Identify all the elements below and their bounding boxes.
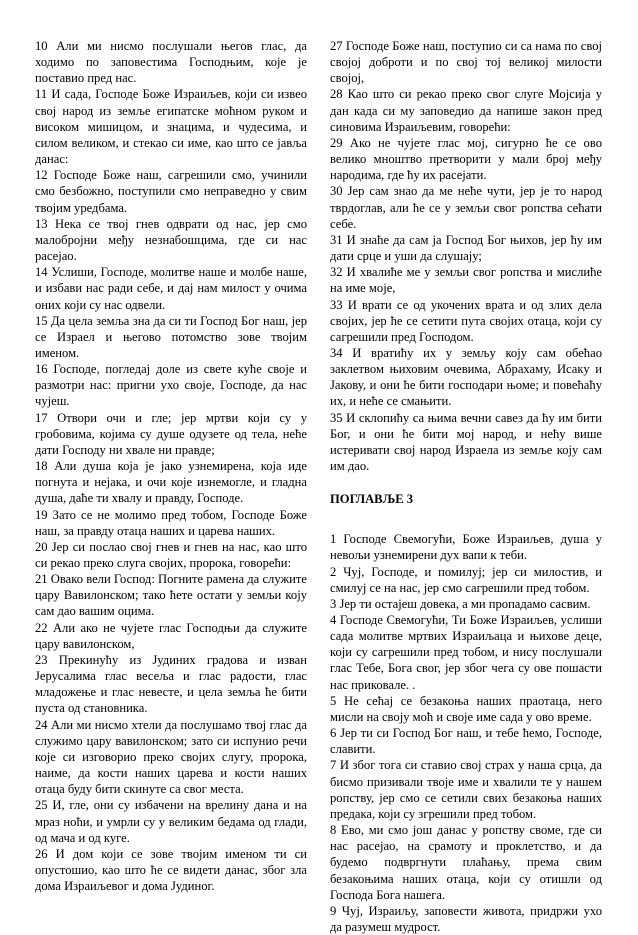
verse: 23 Прекинућу из Јудиних градова и изван Јерусалима глас весеља и глас радости, глас младожење и глас невесте, и цела земља ће бити пуста од становника. [35, 652, 307, 716]
verse: 34 И вратићу их у земљу коју сам обећао заклетвом њиховим очевима, Абрахаму, Исаку и Јакову, и они ће бити господари њоме; и повећаћу их, и неће се смањити. [330, 345, 602, 409]
verse: 3 Јер ти остајеш довека, а ми пропадамо сасвим. [330, 596, 591, 611]
verse: 26 И дом који се зове твојим именом ти си опустошио, као што ће се видети данас, због зла дома Израиљевог и дома Јудиног. [35, 846, 307, 894]
verse: 5 Не сећај се безакоња наших праотаца, него мисли на своју моћ и своје име сада у ово време. [330, 693, 602, 724]
verse: 8 Ево, ми смо још данас у ропству своме, где си нас расејао, на срамоту и проклетство, и да будемо подвргнути плаћању, према свим безакоњима наших отаца, који су отишли од Господа Бога нашега. [330, 823, 602, 902]
verse: 30 Јер сам знао да ме неће чути, јер је то народ тврдоглав, али ће се у земљи свог ропства сећати себе. [330, 184, 602, 231]
verse: 4 Господе Свемогући, Ти Боже Израиљев, услиши сада молитве мртвих Израиљаца и њихове деце, који су сагрешили пред тобом, и нису послушали глас Тебе, Бога свог, јер због чега су ове пошасти нас приковале. . [330, 613, 602, 692]
left-text-column [35, 38, 307, 894]
verse: 33 И врати се од укочених врата и од злих дела својих, јер ће се сетити пута својих отаца, који су сагрешили пред Господом. [330, 297, 602, 344]
verse: 25 И, гле, они су избачени на врелину дана и на мраз ноћи, и умрли су у великим бедама од глади, од мача и од куге. [35, 798, 307, 845]
verse: 7 И због тога си ставио свој страх у наша срца, да бисмо призивали твоје име и хвалили те у нашем ропству, јер смо се сетили свих безакоња наших предака, који су згрешили пред тобом. [330, 758, 602, 821]
chapter-heading: ПОГЛАВЉЕ 3 [330, 492, 414, 507]
verse: 17 Отвори очи и гле; јер мртви који су у гробовима, којима су душе одузете од тела, неће дати Господу ни хвале ни правде; [35, 410, 307, 457]
right-text-column [330, 38, 602, 935]
verse: 28 Као што си рекао преко свог слуге Мојсија у дан када си му заповедио да напише закон пред синовима Израиљевим, говорећи: [330, 87, 602, 134]
verse: 13 Нека се твој гнев одврати од нас, јер смо малобројни међу незнабошцима, где си нас расејао. [35, 216, 307, 264]
verse: 19 Зато се не молимо пред тобом, Господе Боже наш, за правду отаца наших и царева наших. [35, 507, 307, 538]
verse: 16 Господе, погледај доле из свете куће своје и размотри нас: пригни ухо своје, Господе, да нас чујеш. [35, 362, 307, 409]
verse: 21 Овако вели Господ: Погните рамена да служите цару Вавилонском; тако ћете остати у земљи коју сам дао вашим оцима. [35, 572, 307, 619]
verse: 1 Господе Свемогући, Боже Израиљев, душа у невољи узнемирени дух вапи к теби. [330, 532, 602, 563]
verse: 15 Да цела земља зна да си ти Господ Бог наш, јер се Израел и његово потомство зове твојим именом. [35, 313, 307, 360]
verse: 20 Јер си послао свој гнев и гнев на нас, као што си рекао преко слуга својих, пророка, говорећи: [35, 539, 307, 570]
verse: 14 Услиши, Господе, молитве наше и молбе наше, и избави нас ради себе, и дај нам милост у очима оних који су нас одвели. [35, 265, 307, 312]
verse: 10 Али ми нисмо послушали његов глас, да ходимо по заповестима Господњим, које је поставио пред нас. [35, 39, 307, 86]
verse: 27 Господе Боже наш, поступио си са нама по свој својој доброти и по свој тој великој милости својој, [330, 39, 602, 86]
verse: 18 Али душа која је јако узнемирена, која иде погнута и нејака, и очи које изнемогле, и гладна душа, даће ти хвалу и правду, Господе. [35, 459, 307, 506]
verse: 35 И склопићу са њима вечни савез да ћу им бити Бог, и они ће бити мој народ, и нећу више истеривати свој народ Израела из земље коју сам им дао. [330, 410, 602, 474]
verse: 9 Чуј, Израиљу, заповести живота, придржи ухо да разумеш мудрост. [330, 903, 602, 934]
verse: 32 И хвалиће ме у земљи свог ропства и мислиће на име моје, [330, 265, 602, 296]
verse: 24 Али ми нисмо хтели да послушамо твој глас да служимо цару вавилонском; зато си испунио речи које си изговорио преко својих слугу, пророка, наиме, да кости наших царева и кости наших отаца буду бити скинуте са свог места. [35, 717, 307, 797]
verse: 11 И сада, Господе Боже Израиљев, који си извео свој народ из земље египатске моћном руком и високом мишицом, и знацима, и чудесима, и силом великом, и стекао си име, као што се јавља данас: [35, 87, 307, 167]
verse: 2 Чуј, Господе, и помилуј; јер си милостив, и смилуј се на нас, јер смо сагрешили пред тобом. [330, 564, 602, 595]
verse: 22 Али ако не чујете глас Господњи да служите цару вавилонском, [35, 620, 307, 651]
verse: 31 И знаће да сам ја Господ Бог њихов, јер ћу им дати срце и уши да слушају; [330, 232, 602, 264]
verse: 6 Јер ти си Господ Бог наш, и тебе ћемо, Господе, славити. [330, 726, 602, 757]
verse: 29 Ако не чујете глас мој, сигурно ће се ово велико мноштво претворити у мали број међу народима, где ћу их расејати. [330, 135, 602, 183]
verse: 12 Господе Боже наш, сагрешили смо, учинили смо безбожно, поступили смо неправедно у свим твојим уредбама. [35, 168, 307, 215]
